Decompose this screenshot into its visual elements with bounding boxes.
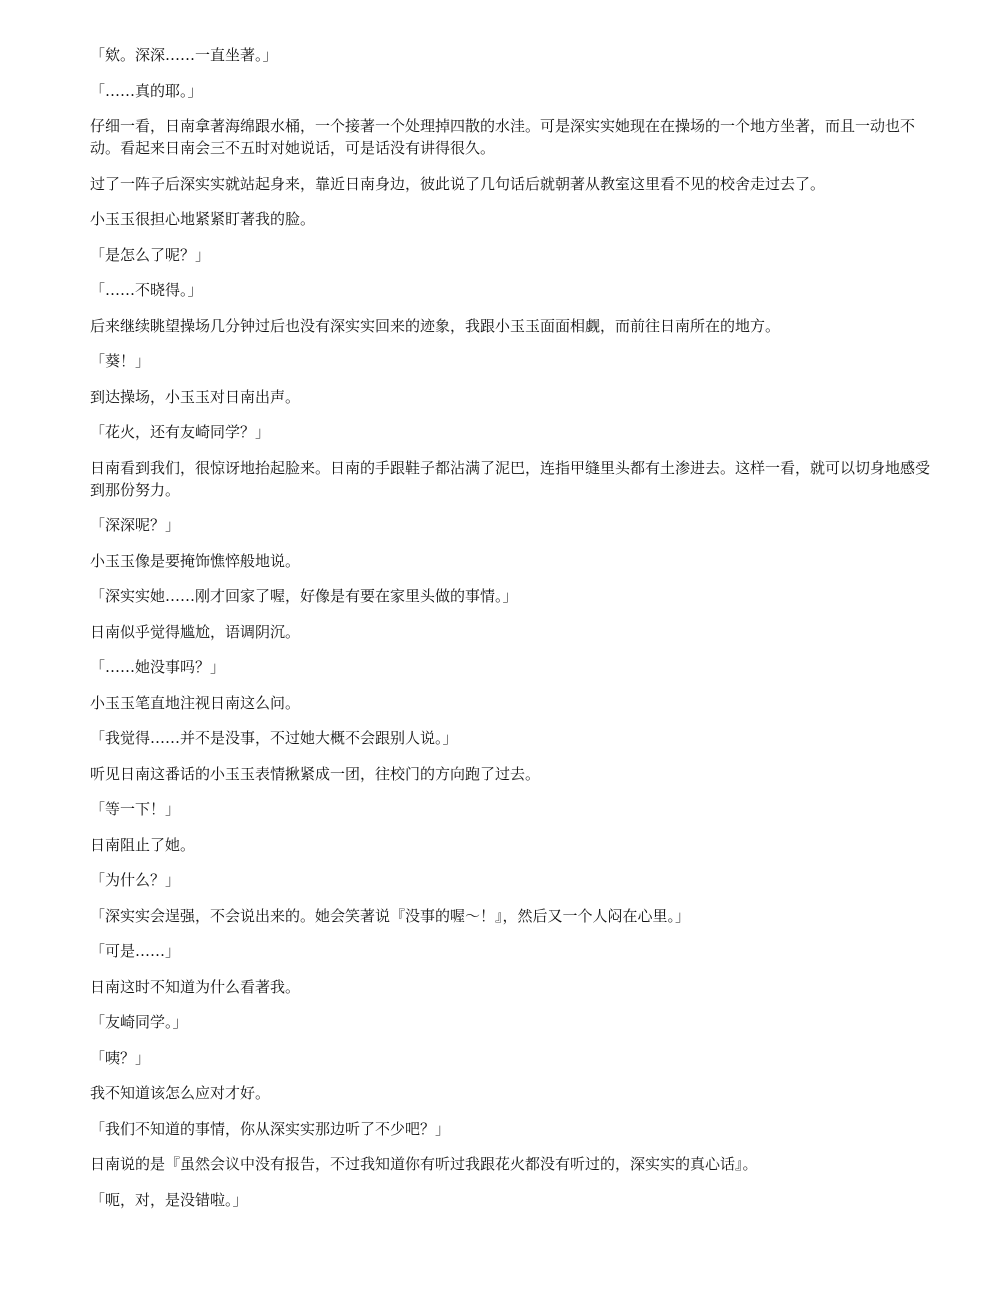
paragraph: 日南阻止了她。 [90, 835, 196, 854]
paragraph: 「欸。深深……一直坐著。」 [90, 46, 278, 64]
document-page [90, 44, 940, 1224]
paragraph: 日南说的是『虽然会议中没有报告，不过我知道你有听过我跟花火都没有听过的，深实实的真心话』。 [90, 1155, 758, 1173]
paragraph: 听见日南这番话的小玉玉表情揪紧成一团，往校门的方向跑了过去。 [90, 764, 541, 783]
paragraph: 「是怎么了呢？」 [90, 245, 211, 264]
paragraph: 小玉玉很担心地紧紧盯著我的脸。 [90, 210, 316, 228]
paragraph: 后来继续眺望操场几分钟过后也没有深实实回来的迹象，我跟小玉玉面面相觑，而前往日南所在的地方。 [90, 316, 781, 335]
paragraph: 「深实实她……刚才回家了喔，好像是有要在家里头做的事情。」 [90, 587, 518, 605]
paragraph: 「可是……」 [90, 942, 181, 960]
paragraph: 「……不晓得。」 [90, 281, 203, 299]
paragraph: 到达操场，小玉玉对日南出声。 [90, 387, 301, 406]
paragraph: 「我们不知道的事情，你从深实实那边听了不少吧？」 [90, 1119, 451, 1138]
paragraph: 日南似乎觉得尴尬，语调阴沉。 [90, 622, 301, 641]
paragraph: 小玉玉像是要掩饰憔悴般地说。 [90, 551, 301, 570]
paragraph: 「花火，还有友崎同学？」 [90, 423, 271, 441]
paragraph: 「……真的耶。」 [90, 81, 203, 100]
paragraph: 「友崎同学。」 [90, 1013, 188, 1031]
paragraph: 「等一下！」 [90, 800, 181, 818]
paragraph: 仔细一看，日南拿著海绵跟水桶，一个接著一个处理掉四散的水洼。可是深实实她现在在操场的一个地方坐著，而且一动也不动。看起来日南会三不五时对她说话，可是话没有讲得很久。 [90, 117, 916, 157]
paragraph: 「……她没事吗？」 [90, 658, 226, 676]
paragraph: 「我觉得……并不是没事，不过她大概不会跟别人说。」 [90, 729, 458, 747]
paragraph: 「深实实会逞强，不会说出来的。她会笑著说『没事的喔～！』，然后又一个人闷在心里。」 [90, 906, 691, 925]
paragraph: 过了一阵子后深实实就站起身来，靠近日南身边，彼此说了几句话后就朝著从教室这里看不见的校舍走过去了。 [90, 174, 826, 193]
paragraph: 日南这时不知道为什么看著我。 [90, 977, 301, 996]
paragraph: 「深深呢？」 [90, 516, 181, 534]
paragraph: 日南看到我们，很惊讶地抬起脸来。日南的手跟鞋子都沾满了泥巴，连指甲缝里头都有土渗进去。这样一看，就可以切身地感受到那份努力。 [90, 458, 931, 499]
paragraph: 「葵！」 [90, 352, 151, 370]
paragraph: 我不知道该怎么应对才好。 [90, 1084, 271, 1102]
paragraph: 「呃，对，是没错啦。」 [90, 1190, 248, 1209]
paragraph: 小玉玉笔直地注视日南这么问。 [90, 693, 301, 712]
paragraph: 「咦？」 [90, 1048, 151, 1067]
paragraph: 「为什么？」 [90, 871, 181, 889]
